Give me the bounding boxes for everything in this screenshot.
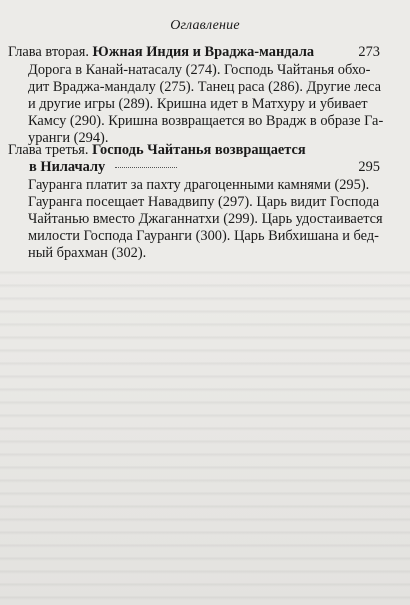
contents-line: уранги (294). [28, 130, 109, 146]
chapter-label: Глава третья. [8, 142, 89, 158]
contents-line: милости Господа Гауранги (300). Царь Вибхишана и бед- [28, 228, 379, 244]
page-title: Оглавление [170, 18, 240, 33]
contents-line: и другие игры (289). Кришна идет в Матхуру и убивает [28, 96, 368, 112]
contents-line: Дорога в Канай-натасалу (274). Господь Чайтанья обхо- [28, 62, 371, 78]
toc-entry-chapter-3 [8, 142, 383, 262]
contents-line: ный брахман (302). [28, 245, 147, 261]
contents-line: Гауранга посещает Навадвипу (297). Царь видит Господа [28, 194, 380, 210]
chapter-title-line-1: Господь Чайтанья возвращается [92, 142, 306, 158]
chapter-heading [8, 44, 380, 61]
show-through-text [0, 262, 410, 605]
chapter-page-number: 273 [358, 44, 380, 60]
chapter-contents [28, 177, 383, 262]
contents-line: Гауранга платит за пахту драгоценными камнями (295). [28, 177, 370, 193]
contents-line: Чайтанью вместо Джаганнатхи (299). Царь удостаивается [28, 211, 383, 227]
chapter-title-line-2: в Нилачалу [29, 159, 106, 175]
leader-dots [115, 167, 177, 168]
chapter-title: Южная Индия и Враджа-мандала [92, 44, 315, 60]
chapter-heading-continued [8, 159, 380, 176]
contents-line: Камсу (290). Кришна возвращается во Врадж в образе Га- [28, 113, 384, 129]
chapter-contents [28, 62, 384, 147]
chapter-page-number: 295 [358, 159, 380, 175]
chapter-heading [8, 142, 380, 159]
chapter-label: Глава вторая. [8, 44, 89, 60]
toc-entry-chapter-2 [8, 44, 384, 147]
contents-line: дит Враджа-мандалу (275). Танец раса (286). Другие леса [28, 79, 381, 95]
